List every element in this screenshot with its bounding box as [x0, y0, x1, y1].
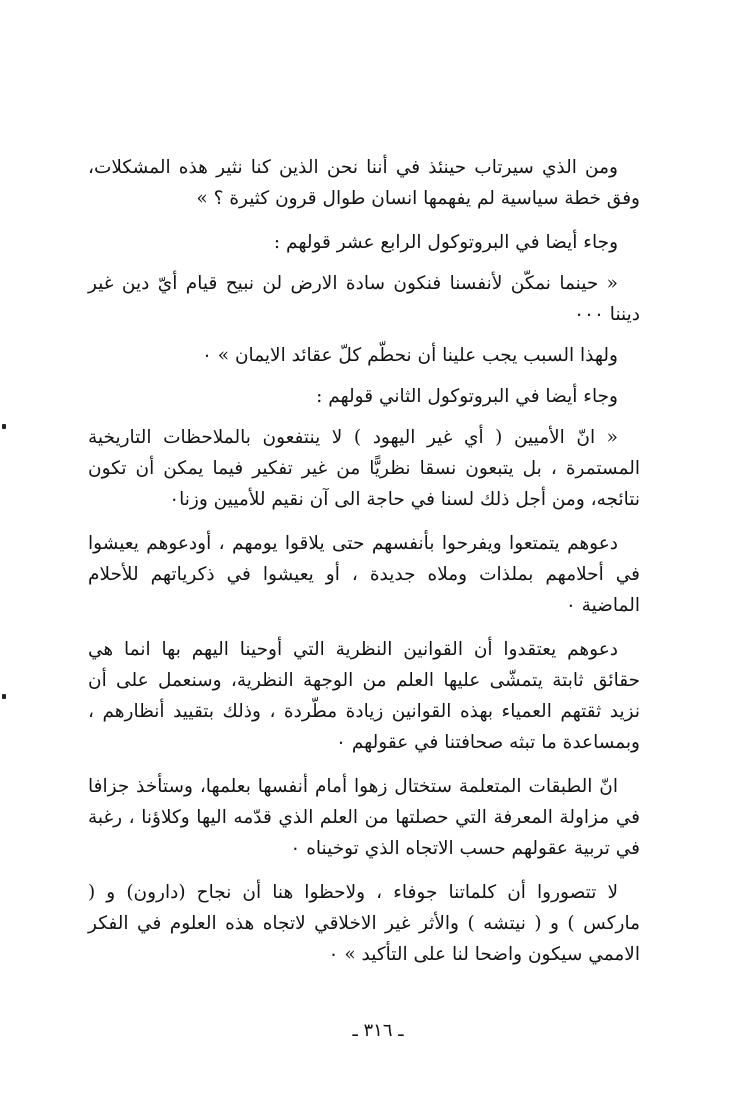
paragraph-1: ومن الذي سيرتاب حينئذ في أننا نحن الذين كنا نثير هذه المشكلات، وفق خطة سياسية لم يفهمها انسان طوال قرون كثيرة ؟ »	[88, 157, 640, 209]
paragraph-6: « انّ الأميين ( أي غير اليهود ) لا ينتفعون بالملاحظات التاريخية المستمرة ، بل يتبعون نسقا نظريًّا من غير تفكير فيما يمكن أن تكون نتائجه، ومن أجل ذلك لسنا في حاجة الى آن نقيم للأميين وزنا٠	[88, 427, 640, 510]
margin-speck	[2, 424, 6, 429]
page-body	[88, 152, 640, 983]
paragraph-7: دعوهم يتمتعوا ويفرحوا بأنفسهم حتى يلاقوا يومهم ، أودعوهم يعيشوا في أحلامهم بملذات وملاه جديدة ، أو يعيشوا في ذكرياتهم للأحلام الماضية ٠	[88, 533, 640, 616]
paragraph-4: ولهذا السبب يجب علينا أن نحطّم كلّ عقائد الايمان » ٠	[201, 345, 618, 366]
paragraph-10: لا تتصوروا أن كلماتنا جوفاء ، ولاحظوا هنا أن نجاح (دارون) و ( ماركس ) و ( نيتشه ) والأثر غير الاخلاقي لاتجاه هذه العلوم في الفكر الاممي سيكون واضحا لنا على التأكيد » ٠	[88, 882, 640, 965]
paragraph-2: وجاء أيضا في البروتوكول الرابع عشر قولهم :	[273, 232, 618, 253]
paragraph-9: انّ الطبقات المتعلمة ستختال زهوا أمام أنفسها بعلمها، وستأخذ جزافا في مزاولة المعرفة التي حصلتها من العلم الذي قدّمه اليها وكلاؤنا ، رغبة في تربية عقولهم حسب الاتجاه الذي توخيناه ٠	[88, 776, 640, 859]
paragraph-5: وجاء أيضا في البروتوكول الثاني قولهم :	[316, 386, 618, 407]
paragraph-3: « حينما نمكّن لأنفسنا فنكون سادة الارض لن نبيح قيام أيّ دين غير ديننا ٠٠٠	[88, 273, 640, 325]
paragraph-8: دعوهم يعتقدوا أن القوانين النظرية التي أوحينا اليهم بها انما هي حقائق ثابتة يتمشّى عليها العلم من الوجهة النظرية، وسنعمل على أن نزيد ثقتهم العمياء بهذه القوانين زيادة مطّردة ، وذلك بتقييد أنظارهم ، وبمساعدة ما تبثه صحافتنا في عقولهم ٠	[88, 639, 640, 753]
page-number: ـ ٣١٦ ـ	[352, 1020, 404, 1041]
margin-speck	[2, 694, 6, 699]
